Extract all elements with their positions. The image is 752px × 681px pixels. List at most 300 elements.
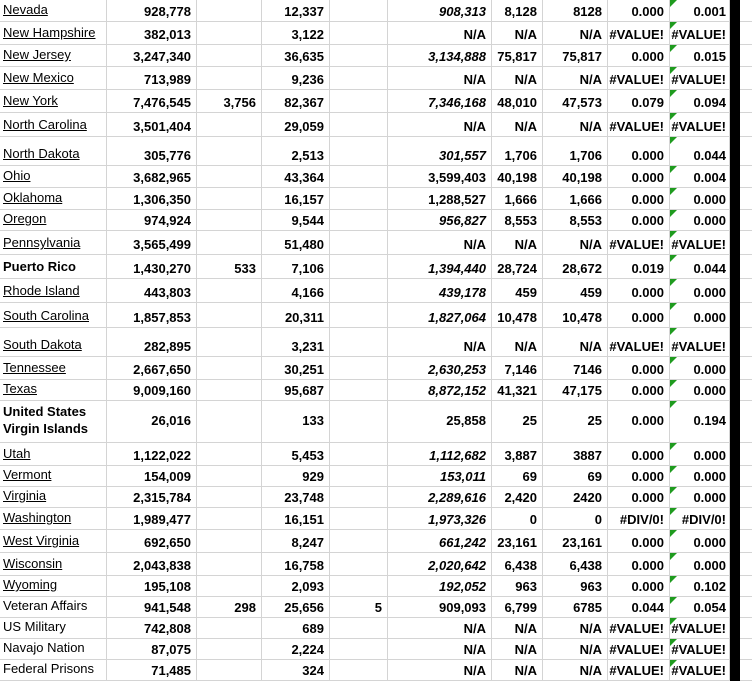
cell-e[interactable]: 3,599,403: [388, 166, 492, 188]
cell-c[interactable]: [197, 443, 262, 466]
cell-i[interactable]: 0.000: [670, 443, 730, 466]
cell-d[interactable]: 9,544: [262, 210, 330, 231]
cell-e[interactable]: N/A: [388, 67, 492, 90]
cell-h[interactable]: 0.044: [608, 597, 670, 618]
cell-state-name[interactable]: United States Virgin Islands: [0, 401, 107, 443]
cell-i[interactable]: 0.000: [670, 380, 730, 401]
cell-c[interactable]: [197, 357, 262, 380]
cell-h[interactable]: #VALUE!: [608, 22, 670, 45]
cell-h[interactable]: #VALUE!: [608, 328, 670, 357]
cell-b[interactable]: 2,315,784: [107, 487, 197, 508]
cell-d2[interactable]: [330, 0, 388, 22]
cell-e[interactable]: 956,827: [388, 210, 492, 231]
cell-d[interactable]: 82,367: [262, 90, 330, 113]
cell-h[interactable]: #VALUE!: [608, 113, 670, 137]
cell-i[interactable]: #VALUE!: [670, 67, 730, 90]
empty-cell[interactable]: [740, 166, 752, 188]
cell-d[interactable]: 2,513: [262, 137, 330, 166]
cell-g[interactable]: N/A: [543, 231, 608, 255]
cell-h[interactable]: 0.000: [608, 443, 670, 466]
cell-c[interactable]: [197, 0, 262, 22]
cell-c[interactable]: [197, 45, 262, 67]
cell-i[interactable]: #DIV/0!: [670, 508, 730, 530]
cell-d2[interactable]: [330, 487, 388, 508]
cell-b[interactable]: 7,476,545: [107, 90, 197, 113]
cell-b[interactable]: 71,485: [107, 660, 197, 681]
cell-state-name[interactable]: Wisconsin: [0, 553, 107, 576]
cell-state-name[interactable]: North Carolina: [0, 113, 107, 137]
cell-c[interactable]: [197, 328, 262, 357]
cell-d2[interactable]: [330, 22, 388, 45]
cell-h[interactable]: 0.000: [608, 45, 670, 67]
cell-i[interactable]: #VALUE!: [670, 231, 730, 255]
cell-c[interactable]: [197, 231, 262, 255]
empty-cell[interactable]: [740, 231, 752, 255]
cell-d2[interactable]: [330, 576, 388, 597]
cell-c[interactable]: [197, 466, 262, 487]
cell-state-name[interactable]: New Hampshire: [0, 22, 107, 45]
cell-d2[interactable]: [330, 67, 388, 90]
cell-state-name[interactable]: North Dakota: [0, 137, 107, 166]
cell-e[interactable]: 7,346,168: [388, 90, 492, 113]
cell-c[interactable]: [197, 137, 262, 166]
cell-h[interactable]: 0.000: [608, 137, 670, 166]
empty-cell[interactable]: [740, 188, 752, 210]
cell-d[interactable]: 36,635: [262, 45, 330, 67]
cell-e[interactable]: 192,052: [388, 576, 492, 597]
cell-g[interactable]: 40,198: [543, 166, 608, 188]
cell-b[interactable]: 928,778: [107, 0, 197, 22]
cell-f[interactable]: 2,420: [492, 487, 543, 508]
cell-b[interactable]: 3,247,340: [107, 45, 197, 67]
cell-e[interactable]: N/A: [388, 618, 492, 639]
cell-e[interactable]: 908,313: [388, 0, 492, 22]
cell-b[interactable]: 692,650: [107, 530, 197, 553]
cell-f[interactable]: N/A: [492, 67, 543, 90]
cell-state-name[interactable]: Puerto Rico: [0, 255, 107, 279]
cell-state-name[interactable]: Wyoming: [0, 576, 107, 597]
cell-h[interactable]: 0.019: [608, 255, 670, 279]
cell-h[interactable]: 0.000: [608, 303, 670, 328]
cell-b[interactable]: 195,108: [107, 576, 197, 597]
empty-cell[interactable]: [740, 466, 752, 487]
cell-f[interactable]: N/A: [492, 328, 543, 357]
cell-b[interactable]: 3,565,499: [107, 231, 197, 255]
cell-state-name[interactable]: Rhode Island: [0, 279, 107, 303]
cell-d2[interactable]: [330, 508, 388, 530]
cell-i[interactable]: 0.044: [670, 137, 730, 166]
cell-e[interactable]: 3,134,888: [388, 45, 492, 67]
cell-b[interactable]: 3,501,404: [107, 113, 197, 137]
cell-c[interactable]: 298: [197, 597, 262, 618]
cell-h[interactable]: 0.000: [608, 553, 670, 576]
cell-c[interactable]: [197, 279, 262, 303]
cell-g[interactable]: 0: [543, 508, 608, 530]
cell-g[interactable]: 69: [543, 466, 608, 487]
cell-f[interactable]: 48,010: [492, 90, 543, 113]
cell-d[interactable]: 4,166: [262, 279, 330, 303]
cell-i[interactable]: 0.000: [670, 210, 730, 231]
cell-c[interactable]: 533: [197, 255, 262, 279]
cell-e[interactable]: 1,394,440: [388, 255, 492, 279]
cell-h[interactable]: #VALUE!: [608, 67, 670, 90]
cell-f[interactable]: 28,724: [492, 255, 543, 279]
cell-h[interactable]: #VALUE!: [608, 618, 670, 639]
cell-b[interactable]: 282,895: [107, 328, 197, 357]
cell-f[interactable]: 7,146: [492, 357, 543, 380]
cell-i[interactable]: 0.000: [670, 530, 730, 553]
empty-cell[interactable]: [740, 210, 752, 231]
cell-d[interactable]: 20,311: [262, 303, 330, 328]
cell-state-name[interactable]: New York: [0, 90, 107, 113]
cell-d2[interactable]: [330, 443, 388, 466]
cell-i[interactable]: 0.102: [670, 576, 730, 597]
cell-d[interactable]: 16,758: [262, 553, 330, 576]
empty-cell[interactable]: [740, 487, 752, 508]
cell-c[interactable]: [197, 530, 262, 553]
cell-e[interactable]: 1,112,682: [388, 443, 492, 466]
cell-i[interactable]: 0.015: [670, 45, 730, 67]
cell-i[interactable]: 0.044: [670, 255, 730, 279]
cell-d2[interactable]: [330, 466, 388, 487]
cell-state-name[interactable]: Navajo Nation: [0, 639, 107, 660]
cell-i[interactable]: #VALUE!: [670, 660, 730, 681]
cell-c[interactable]: [197, 639, 262, 660]
empty-cell[interactable]: [740, 508, 752, 530]
cell-g[interactable]: 47,175: [543, 380, 608, 401]
cell-h[interactable]: 0.000: [608, 166, 670, 188]
cell-e[interactable]: N/A: [388, 22, 492, 45]
cell-i[interactable]: #VALUE!: [670, 113, 730, 137]
cell-i[interactable]: #VALUE!: [670, 639, 730, 660]
empty-cell[interactable]: [740, 45, 752, 67]
cell-h[interactable]: 0.000: [608, 0, 670, 22]
cell-d[interactable]: 9,236: [262, 67, 330, 90]
cell-g[interactable]: N/A: [543, 113, 608, 137]
cell-f[interactable]: 963: [492, 576, 543, 597]
cell-state-name[interactable]: New Jersey: [0, 45, 107, 67]
cell-g[interactable]: 6,438: [543, 553, 608, 576]
cell-b[interactable]: 974,924: [107, 210, 197, 231]
cell-g[interactable]: N/A: [543, 639, 608, 660]
cell-d[interactable]: 30,251: [262, 357, 330, 380]
cell-d2[interactable]: [330, 639, 388, 660]
cell-i[interactable]: 0.000: [670, 466, 730, 487]
cell-g[interactable]: N/A: [543, 660, 608, 681]
cell-c[interactable]: [197, 303, 262, 328]
cell-e[interactable]: 8,872,152: [388, 380, 492, 401]
cell-h[interactable]: 0.000: [608, 530, 670, 553]
cell-i[interactable]: 0.000: [670, 487, 730, 508]
cell-f[interactable]: 1,666: [492, 188, 543, 210]
cell-d[interactable]: 133: [262, 401, 330, 443]
cell-d2[interactable]: [330, 113, 388, 137]
cell-g[interactable]: 2420: [543, 487, 608, 508]
cell-h[interactable]: 0.000: [608, 188, 670, 210]
cell-d[interactable]: 16,151: [262, 508, 330, 530]
cell-c[interactable]: [197, 487, 262, 508]
empty-cell[interactable]: [740, 303, 752, 328]
cell-g[interactable]: N/A: [543, 67, 608, 90]
cell-g[interactable]: 10,478: [543, 303, 608, 328]
cell-i[interactable]: 0.054: [670, 597, 730, 618]
cell-g[interactable]: N/A: [543, 618, 608, 639]
empty-cell[interactable]: [740, 113, 752, 137]
cell-d2[interactable]: [330, 357, 388, 380]
cell-b[interactable]: 2,043,838: [107, 553, 197, 576]
cell-e[interactable]: 439,178: [388, 279, 492, 303]
cell-c[interactable]: [197, 618, 262, 639]
cell-g[interactable]: N/A: [543, 328, 608, 357]
cell-d2[interactable]: [330, 255, 388, 279]
cell-d2[interactable]: [330, 231, 388, 255]
cell-i[interactable]: 0.000: [670, 303, 730, 328]
cell-state-name[interactable]: Texas: [0, 380, 107, 401]
cell-d2[interactable]: [330, 166, 388, 188]
cell-e[interactable]: 2,630,253: [388, 357, 492, 380]
cell-f[interactable]: 1,706: [492, 137, 543, 166]
cell-f[interactable]: 3,887: [492, 443, 543, 466]
cell-i[interactable]: 0.000: [670, 553, 730, 576]
cell-g[interactable]: 1,666: [543, 188, 608, 210]
cell-state-name[interactable]: New Mexico: [0, 67, 107, 90]
cell-d[interactable]: 2,093: [262, 576, 330, 597]
cell-e[interactable]: 1,827,064: [388, 303, 492, 328]
cell-c[interactable]: [197, 166, 262, 188]
cell-i[interactable]: 0.000: [670, 188, 730, 210]
cell-d2[interactable]: [330, 328, 388, 357]
cell-state-name[interactable]: South Carolina: [0, 303, 107, 328]
cell-d[interactable]: 2,224: [262, 639, 330, 660]
empty-cell[interactable]: [740, 576, 752, 597]
cell-f[interactable]: 10,478: [492, 303, 543, 328]
cell-d[interactable]: 324: [262, 660, 330, 681]
cell-g[interactable]: 1,706: [543, 137, 608, 166]
cell-i[interactable]: #VALUE!: [670, 328, 730, 357]
cell-b[interactable]: 1,430,270: [107, 255, 197, 279]
empty-cell[interactable]: [740, 443, 752, 466]
cell-d[interactable]: 3,231: [262, 328, 330, 357]
cell-state-name[interactable]: Pennsylvania: [0, 231, 107, 255]
cell-b[interactable]: 305,776: [107, 137, 197, 166]
cell-f[interactable]: 8,553: [492, 210, 543, 231]
empty-cell[interactable]: [740, 279, 752, 303]
cell-f[interactable]: 25: [492, 401, 543, 443]
cell-b[interactable]: 2,667,650: [107, 357, 197, 380]
cell-c[interactable]: [197, 380, 262, 401]
cell-c[interactable]: 3,756: [197, 90, 262, 113]
cell-c[interactable]: [197, 401, 262, 443]
cell-e[interactable]: 1,288,527: [388, 188, 492, 210]
cell-e[interactable]: N/A: [388, 328, 492, 357]
cell-d[interactable]: 689: [262, 618, 330, 639]
cell-c[interactable]: [197, 188, 262, 210]
cell-c[interactable]: [197, 576, 262, 597]
cell-d[interactable]: 51,480: [262, 231, 330, 255]
cell-g[interactable]: 459: [543, 279, 608, 303]
cell-h[interactable]: 0.000: [608, 210, 670, 231]
cell-b[interactable]: 1,306,350: [107, 188, 197, 210]
cell-b[interactable]: 382,013: [107, 22, 197, 45]
cell-i[interactable]: 0.194: [670, 401, 730, 443]
cell-e[interactable]: 301,557: [388, 137, 492, 166]
cell-state-name[interactable]: Ohio: [0, 166, 107, 188]
cell-f[interactable]: N/A: [492, 231, 543, 255]
cell-f[interactable]: 6,799: [492, 597, 543, 618]
cell-b[interactable]: 87,075: [107, 639, 197, 660]
cell-state-name[interactable]: US Military: [0, 618, 107, 639]
cell-c[interactable]: [197, 660, 262, 681]
empty-cell[interactable]: [740, 597, 752, 618]
cell-h[interactable]: 0.000: [608, 487, 670, 508]
cell-g[interactable]: 7146: [543, 357, 608, 380]
cell-d2[interactable]: [330, 137, 388, 166]
cell-d[interactable]: 5,453: [262, 443, 330, 466]
cell-d[interactable]: 12,337: [262, 0, 330, 22]
cell-d[interactable]: 7,106: [262, 255, 330, 279]
cell-state-name[interactable]: Oklahoma: [0, 188, 107, 210]
cell-b[interactable]: 443,803: [107, 279, 197, 303]
cell-f[interactable]: 6,438: [492, 553, 543, 576]
cell-e[interactable]: N/A: [388, 639, 492, 660]
cell-e[interactable]: 1,973,326: [388, 508, 492, 530]
cell-f[interactable]: 69: [492, 466, 543, 487]
cell-state-name[interactable]: Washington: [0, 508, 107, 530]
cell-g[interactable]: 28,672: [543, 255, 608, 279]
cell-b[interactable]: 3,682,965: [107, 166, 197, 188]
cell-d[interactable]: 23,748: [262, 487, 330, 508]
cell-d[interactable]: 16,157: [262, 188, 330, 210]
cell-g[interactable]: 75,817: [543, 45, 608, 67]
cell-d[interactable]: 3,122: [262, 22, 330, 45]
cell-f[interactable]: 23,161: [492, 530, 543, 553]
empty-cell[interactable]: [740, 401, 752, 443]
cell-d[interactable]: 929: [262, 466, 330, 487]
cell-d2[interactable]: [330, 45, 388, 67]
cell-g[interactable]: 8,553: [543, 210, 608, 231]
cell-state-name[interactable]: Nevada: [0, 0, 107, 22]
cell-e[interactable]: 2,020,642: [388, 553, 492, 576]
cell-i[interactable]: 0.094: [670, 90, 730, 113]
cell-g[interactable]: 3887: [543, 443, 608, 466]
cell-h[interactable]: #VALUE!: [608, 660, 670, 681]
cell-b[interactable]: 1,989,477: [107, 508, 197, 530]
empty-cell[interactable]: [740, 137, 752, 166]
cell-c[interactable]: [197, 553, 262, 576]
cell-g[interactable]: N/A: [543, 22, 608, 45]
cell-d2[interactable]: [330, 303, 388, 328]
cell-h[interactable]: 0.000: [608, 357, 670, 380]
cell-f[interactable]: N/A: [492, 618, 543, 639]
empty-cell[interactable]: [740, 357, 752, 380]
cell-b[interactable]: 1,857,853: [107, 303, 197, 328]
cell-h[interactable]: 0.079: [608, 90, 670, 113]
cell-d2[interactable]: [330, 530, 388, 553]
cell-b[interactable]: 742,808: [107, 618, 197, 639]
cell-e[interactable]: 25,858: [388, 401, 492, 443]
cell-d2[interactable]: [330, 279, 388, 303]
empty-cell[interactable]: [740, 22, 752, 45]
cell-f[interactable]: 40,198: [492, 166, 543, 188]
cell-h[interactable]: 0.000: [608, 576, 670, 597]
cell-h[interactable]: 0.000: [608, 466, 670, 487]
cell-h[interactable]: #VALUE!: [608, 639, 670, 660]
cell-b[interactable]: 1,122,022: [107, 443, 197, 466]
cell-h[interactable]: 0.000: [608, 279, 670, 303]
empty-cell[interactable]: [740, 255, 752, 279]
cell-i[interactable]: 0.000: [670, 357, 730, 380]
empty-cell[interactable]: [740, 380, 752, 401]
empty-cell[interactable]: [740, 0, 752, 22]
cell-e[interactable]: N/A: [388, 231, 492, 255]
cell-b[interactable]: 26,016: [107, 401, 197, 443]
cell-e[interactable]: N/A: [388, 113, 492, 137]
cell-f[interactable]: N/A: [492, 639, 543, 660]
cell-state-name[interactable]: Virginia: [0, 487, 107, 508]
cell-f[interactable]: N/A: [492, 113, 543, 137]
cell-d2[interactable]: [330, 618, 388, 639]
cell-g[interactable]: 23,161: [543, 530, 608, 553]
cell-d2[interactable]: [330, 380, 388, 401]
empty-cell[interactable]: [740, 639, 752, 660]
cell-c[interactable]: [197, 22, 262, 45]
cell-b[interactable]: 941,548: [107, 597, 197, 618]
cell-b[interactable]: 9,009,160: [107, 380, 197, 401]
cell-d[interactable]: 8,247: [262, 530, 330, 553]
cell-f[interactable]: 0: [492, 508, 543, 530]
cell-c[interactable]: [197, 508, 262, 530]
cell-g[interactable]: 6785: [543, 597, 608, 618]
cell-d[interactable]: 25,656: [262, 597, 330, 618]
cell-e[interactable]: 909,093: [388, 597, 492, 618]
cell-state-name[interactable]: Veteran Affairs: [0, 597, 107, 618]
cell-state-name[interactable]: Oregon: [0, 210, 107, 231]
cell-b[interactable]: 713,989: [107, 67, 197, 90]
cell-f[interactable]: N/A: [492, 22, 543, 45]
cell-c[interactable]: [197, 113, 262, 137]
cell-state-name[interactable]: Federal Prisons: [0, 660, 107, 681]
cell-c[interactable]: [197, 67, 262, 90]
cell-d2[interactable]: [330, 401, 388, 443]
cell-d2[interactable]: [330, 90, 388, 113]
cell-d2[interactable]: [330, 210, 388, 231]
cell-f[interactable]: 8,128: [492, 0, 543, 22]
cell-h[interactable]: 0.000: [608, 380, 670, 401]
cell-d2[interactable]: [330, 553, 388, 576]
cell-d[interactable]: 29,059: [262, 113, 330, 137]
cell-i[interactable]: #VALUE!: [670, 618, 730, 639]
empty-cell[interactable]: [740, 618, 752, 639]
cell-e[interactable]: N/A: [388, 660, 492, 681]
cell-i[interactable]: 0.000: [670, 279, 730, 303]
empty-cell[interactable]: [740, 328, 752, 357]
cell-f[interactable]: 41,321: [492, 380, 543, 401]
cell-i[interactable]: 0.001: [670, 0, 730, 22]
cell-i[interactable]: 0.004: [670, 166, 730, 188]
empty-cell[interactable]: [740, 530, 752, 553]
cell-f[interactable]: N/A: [492, 660, 543, 681]
cell-g[interactable]: 47,573: [543, 90, 608, 113]
cell-d2[interactable]: [330, 660, 388, 681]
cell-g[interactable]: 963: [543, 576, 608, 597]
cell-state-name[interactable]: Utah: [0, 443, 107, 466]
cell-b[interactable]: 154,009: [107, 466, 197, 487]
cell-state-name[interactable]: Tennessee: [0, 357, 107, 380]
cell-h[interactable]: #DIV/0!: [608, 508, 670, 530]
cell-e[interactable]: 153,011: [388, 466, 492, 487]
empty-cell[interactable]: [740, 660, 752, 681]
cell-e[interactable]: 661,242: [388, 530, 492, 553]
